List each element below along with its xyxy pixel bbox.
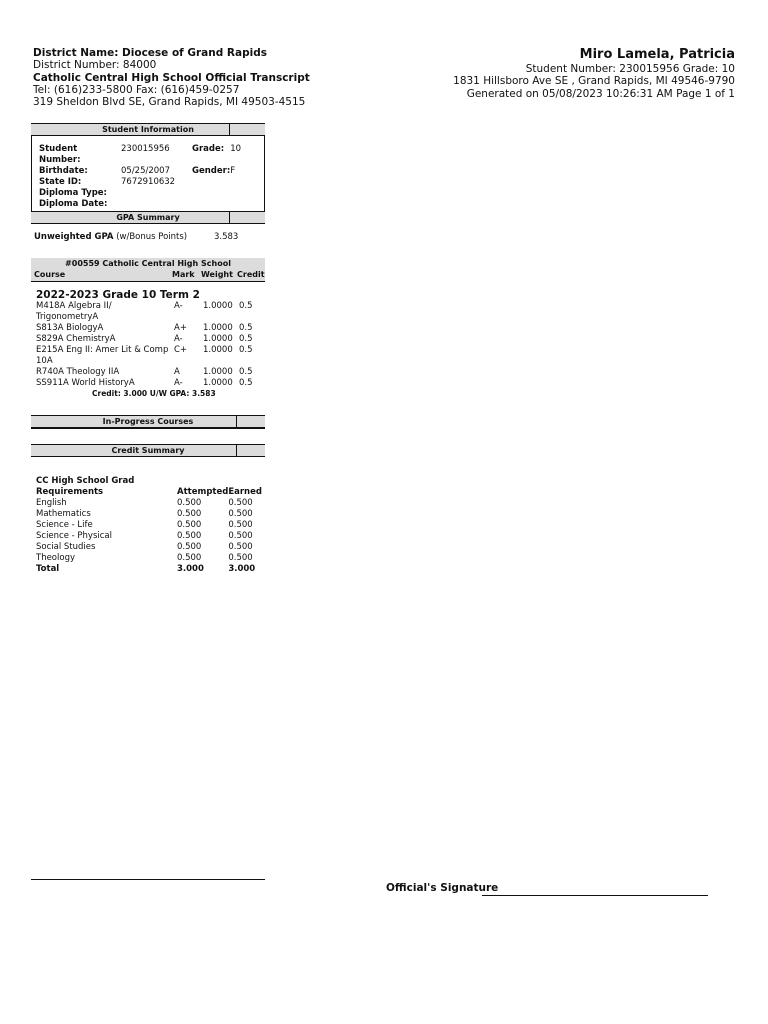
credit-row — [36, 520, 262, 531]
signature-left-line — [31, 879, 265, 880]
total-label: Total — [36, 564, 60, 574]
district-header — [33, 47, 310, 108]
course-name: S829A ChemistryA — [36, 334, 116, 344]
course-school: #00559 Catholic Central High School — [65, 259, 231, 268]
course-mark: A- — [174, 334, 183, 344]
course-weight: 1.0000 — [203, 323, 233, 333]
gpa-summary-title: GPA Summary — [116, 213, 180, 222]
course-name: S813A BiologyA — [36, 323, 104, 333]
student-number-grade: Student Number: 230015956 Grade: 10 — [525, 63, 735, 75]
course-mark: C+ — [174, 345, 188, 355]
in-progress-rule — [31, 428, 265, 429]
earned-value: 0.500 — [228, 531, 253, 541]
course-weight: 1.0000 — [203, 378, 233, 388]
course-name: M418A Algebra II/ — [36, 301, 112, 311]
student-info-fields — [39, 144, 241, 210]
course-name-continued: TrigonometryA — [36, 312, 99, 322]
requirement-name: Science - Physical — [36, 531, 112, 541]
course-row — [36, 378, 266, 389]
course-table-header — [31, 258, 265, 282]
attempted-value: 0.500 — [177, 542, 202, 552]
course-name: R740A Theology IIA — [36, 367, 120, 377]
credit-row — [36, 509, 262, 520]
student-number-value: 230015956 — [121, 144, 170, 154]
grade-label: Grade: — [192, 144, 225, 154]
course-credit: 0.5 — [239, 367, 253, 377]
student-header — [453, 46, 735, 100]
school-title: Catholic Central High School Official Transcript — [33, 71, 310, 84]
total-attempted: 3.000 — [177, 564, 204, 574]
col-credit: Credit — [237, 270, 265, 279]
state-id-label: State ID: — [39, 177, 82, 187]
course-row — [36, 345, 266, 356]
course-mark: A — [174, 367, 180, 377]
course-row — [36, 367, 266, 378]
col-mark: Mark — [172, 270, 195, 279]
course-weight: 1.0000 — [203, 301, 233, 311]
attempted-value: 0.500 — [177, 553, 202, 563]
gpa-row — [34, 232, 187, 243]
course-weight: 1.0000 — [203, 334, 233, 344]
earned-value: 0.500 — [228, 553, 253, 563]
total-earned: 3.000 — [228, 564, 256, 574]
course-mark: A+ — [174, 323, 187, 333]
requirement-name: Theology — [36, 553, 75, 563]
attempted-value: 0.500 — [177, 531, 202, 541]
attempted-value: 0.500 — [177, 520, 202, 530]
student-info-header — [31, 123, 265, 136]
course-name: SS911A World HistoryA — [36, 378, 135, 388]
diploma-type-label: Diploma Type: — [39, 188, 107, 198]
gpa-summary-header — [31, 211, 265, 224]
in-progress-header — [31, 415, 265, 428]
birthdate-label: Birthdate: — [39, 166, 88, 176]
course-list — [36, 301, 266, 389]
credit-row — [36, 498, 262, 509]
student-info-title: Student Information — [102, 125, 194, 134]
credit-row — [36, 542, 262, 553]
school-phone-fax: Tel: (616)233-5800 Fax: (616)459-0257 — [33, 83, 240, 96]
credit-row — [36, 553, 262, 564]
credit-summary-header — [31, 444, 265, 457]
birthdate-value: 05/25/2007 — [121, 166, 170, 176]
state-id-value: 7672910632 — [121, 177, 176, 187]
earned-value: 0.500 — [228, 542, 253, 552]
course-weight: 1.0000 — [203, 367, 233, 377]
district-name: District Name: Diocese of Grand Rapids — [33, 47, 267, 59]
col-weight: Weight — [201, 270, 233, 279]
requirement-name: English — [36, 498, 67, 508]
school-address: 319 Sheldon Blvd SE, Grand Rapids, MI 49503-4515 — [33, 96, 306, 109]
credit-total-row — [36, 564, 262, 575]
signature-line[interactable] — [482, 895, 708, 896]
student-address: 1831 Hillsboro Ave SE , Grand Rapids, MI 49546-9790 — [453, 75, 735, 88]
in-progress-title: In-Progress Courses — [102, 417, 194, 426]
requirements-title: CC High School Grad — [36, 476, 135, 486]
gpa-label-note: (w/Bonus Points) — [113, 232, 188, 242]
requirement-name: Social Studies — [36, 542, 96, 552]
term-credit-summary: Credit: 3.000 U/W GPA: 3.583 — [92, 389, 216, 398]
attempted-value: 0.500 — [177, 509, 202, 519]
course-mark: A- — [174, 378, 183, 388]
credit-row — [36, 531, 262, 542]
credit-summary-title: Credit Summary — [111, 446, 185, 455]
course-credit: 0.5 — [239, 334, 253, 344]
signature-label: Official's Signature — [386, 882, 499, 894]
course-row — [36, 301, 266, 312]
course-credit: 0.5 — [239, 323, 253, 333]
gender-value: F — [230, 166, 236, 176]
student-number-label: Student Number: — [39, 144, 81, 165]
attempted-value: 0.500 — [177, 498, 202, 508]
course-row — [36, 323, 266, 334]
course-credit: 0.5 — [239, 345, 253, 355]
course-name: E215A Eng II: Amer Lit & Comp — [36, 345, 169, 355]
generated-date: Generated on 05/08/2023 10:26:31 AM Page 1 of 1 — [466, 87, 735, 100]
col-earned: Earned — [228, 487, 262, 497]
col-attempted: Attempted — [177, 487, 229, 497]
gender-label: Gender: — [192, 166, 231, 176]
course-credit: 0.5 — [239, 378, 253, 388]
course-name-continued: 10A — [36, 356, 53, 366]
requirement-name: Science - Life — [36, 520, 93, 530]
gpa-label: Unweighted GPA — [34, 232, 114, 242]
course-mark: A- — [174, 301, 183, 311]
earned-value: 0.500 — [228, 509, 253, 519]
credit-summary-table — [36, 476, 262, 575]
grade-value: 10 — [230, 144, 242, 154]
col-course: Course — [34, 270, 66, 279]
course-weight: 1.0000 — [203, 345, 233, 355]
diploma-date-label: Diploma Date: — [39, 199, 108, 209]
requirements-subtitle: Requirements — [36, 487, 104, 497]
earned-value: 0.500 — [228, 520, 253, 530]
gpa-value: 3.583 — [214, 232, 239, 242]
student-name: Miro Lamela, Patricia — [579, 47, 735, 62]
earned-value: 0.500 — [228, 498, 253, 508]
term-title: 2022-2023 Grade 10 Term 2 — [36, 289, 200, 301]
district-number: District Number: 84000 — [33, 59, 157, 72]
course-row — [36, 334, 266, 345]
course-credit: 0.5 — [239, 301, 253, 311]
requirement-name: Mathematics — [36, 509, 91, 519]
